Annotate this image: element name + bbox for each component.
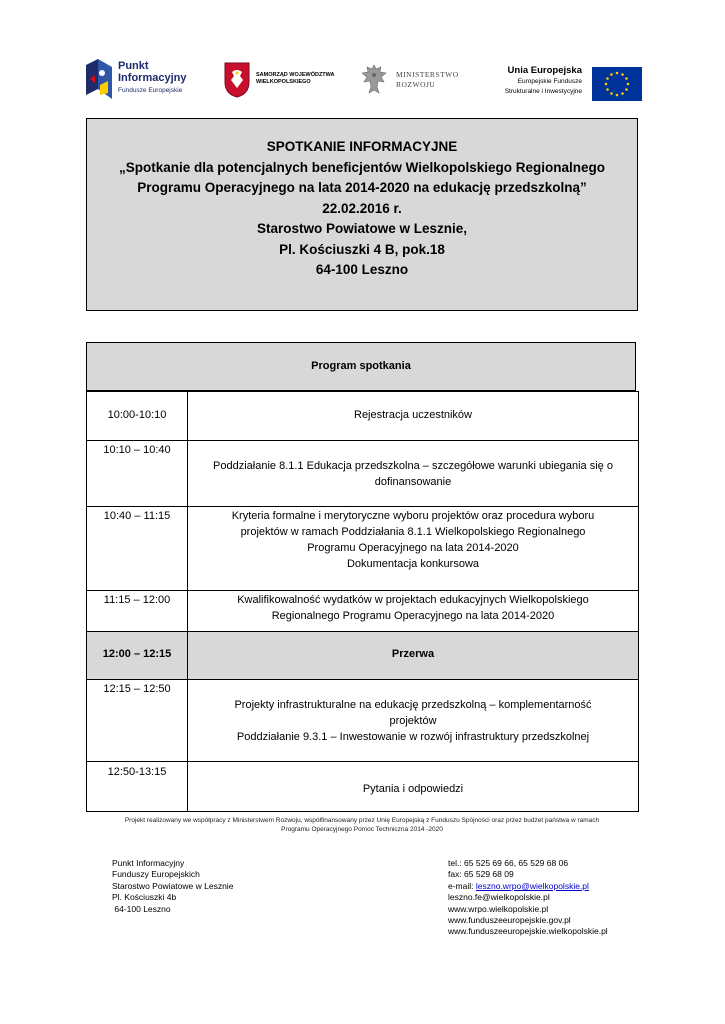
meeting-address: Pl. Kościuszki 4 B, pok.18 <box>279 241 445 257</box>
table-row <box>87 680 639 762</box>
note-line2: Programu Operacyjnego Pomoc Techniczna 2014 -2020 <box>281 826 443 833</box>
desc-text: Przerwa <box>391 648 435 660</box>
desc-text: Programu Operacyjnego na lata 2014-2020 <box>307 542 519 554</box>
time-text: 10:10 – 10:40 <box>103 444 171 456</box>
meeting-city: 64-100 Leszno <box>315 262 409 277</box>
time-cell <box>87 441 188 507</box>
desc-cell <box>188 441 639 507</box>
desc-text: Poddziałanie 8.1.1 Edukacja przedszkolna – szczegółowe warunki ubiegania się o <box>213 460 613 472</box>
desc-text: Kwalifikowalność wydatków w projektach edukacyjnych Wielkopolskiego <box>237 594 589 606</box>
logo-punkt-line3: Fundusze Europejskie <box>118 87 183 94</box>
address-line: Funduszy Europejskich <box>112 869 200 880</box>
program-header <box>86 342 636 391</box>
footer-contacts <box>448 858 608 938</box>
address-line: Punkt Informacyjny <box>112 858 185 868</box>
logo-punkt-line1: Punkt <box>118 60 149 72</box>
program-header-label: Program spotkania <box>311 360 411 372</box>
desc-text: Rejestracja uczestników <box>354 409 472 421</box>
title-line: „Spotkanie dla potencjalnych beneficjentów Wielkopolskiego Regionalnego <box>119 159 605 175</box>
desc-text: projektów <box>389 715 437 727</box>
desc-cell <box>188 762 639 812</box>
time-cell <box>87 762 188 812</box>
title-heading: SPOTKANIE INFORMACYJNE <box>266 139 458 154</box>
logo-strip <box>86 56 642 106</box>
desc-text: Kryteria formalne i merytoryczne wyboru projektów oraz procedura wyboru <box>231 510 595 522</box>
punkt-informacyjny-logo <box>86 56 206 106</box>
email-line <box>448 881 608 892</box>
address-line: 64-100 Leszno <box>112 903 171 914</box>
address-line: Starostwo Powiatowe w Lesznie <box>112 880 234 891</box>
meeting-title-box <box>86 118 638 311</box>
desc-cell <box>188 680 639 762</box>
logo-punkt-line2: Informacyjny <box>118 72 187 84</box>
website-link[interactable]: www.funduszeeuropejskie.gov.pl <box>448 915 571 926</box>
table-row <box>87 507 639 591</box>
logo-ministerstwo-line1: MINISTERSTWO <box>396 70 459 79</box>
logo-ue-line2: Europejskie Fundusze <box>517 78 582 85</box>
email-label: e-mail: <box>448 880 476 891</box>
logo-samorzad-line2: WIELKOPOLSKIEGO <box>256 79 311 85</box>
note-line1: Projekt realizowany we współpracy z Ministerstwem Rozwoju, współfinansowany przez Unię Europejską z Funduszu Spójności oraz przez budżet państwa w ramach <box>124 817 600 824</box>
logo-ue-line3: Strukturalne i Inwestycyjne <box>504 88 582 95</box>
email2-text: leszno.fe@wielkopolskie.pl <box>448 892 550 903</box>
eu-flag-icon <box>592 67 642 101</box>
table-row <box>87 632 639 680</box>
time-text: 11:15 – 12:00 <box>103 594 171 606</box>
desc-cell <box>188 591 639 632</box>
title-line: Programu Operacyjnego na lata 2014-2020 na edukację przedszkolną” <box>137 180 587 195</box>
ministerstwo-rozwoju-logo <box>360 56 470 106</box>
desc-cell <box>188 632 639 680</box>
polish-eagle-icon <box>360 62 388 98</box>
time-text: 10:00-10:10 <box>107 409 167 421</box>
fax-text: fax: 65 529 68 09 <box>448 869 514 880</box>
time-cell <box>87 591 188 632</box>
table-row <box>87 441 639 507</box>
time-cell <box>87 632 188 680</box>
logo-samorzad-line1: SAMORZĄD WOJEWÓDZTWA <box>256 72 335 78</box>
time-cell <box>87 680 188 762</box>
table-row <box>87 591 639 632</box>
desc-text: Projekty infrastrukturalne na edukację przedszkolną – komplementarność <box>234 699 592 711</box>
footer-address <box>112 858 233 915</box>
logo-ue-line1: Unia Europejska <box>507 65 582 76</box>
unia-europejska-logo <box>486 56 642 106</box>
samorzad-wojewodztwa-logo <box>224 56 354 106</box>
time-text: 10:40 – 11:15 <box>103 510 171 522</box>
desc-text: dofinansowanie <box>374 476 452 488</box>
website-link[interactable]: www.funduszeeuropejskie.wielkopolskie.pl <box>448 926 608 937</box>
address-line: Pl. Kościuszki 4b <box>112 892 177 903</box>
meeting-venue: Starostwo Powiatowe w Lesznie, <box>256 221 468 236</box>
time-cell <box>87 392 188 441</box>
time-text: 12:50-13:15 <box>107 766 167 778</box>
email-link[interactable]: leszno.wrpo@wielkopolskie.pl <box>475 880 589 891</box>
time-cell <box>87 507 188 591</box>
desc-text: Poddziałanie 9.3.1 – Inwestowanie w rozwój infrastruktury przedszkolnej <box>236 731 590 743</box>
time-text: 12:00 – 12:15 <box>102 648 172 660</box>
website-link[interactable]: www.wrpo.wielkopolskie.pl <box>448 903 549 914</box>
time-text: 12:15 – 12:50 <box>103 683 171 695</box>
meeting-date: 22.02.2016 r. <box>322 200 402 216</box>
wielkopolska-shield-icon <box>224 62 250 98</box>
table-row <box>87 392 639 441</box>
desc-text: Pytania i odpowiedzi <box>362 783 464 795</box>
desc-cell <box>188 507 639 591</box>
fe-star-icon <box>86 59 112 103</box>
desc-cell <box>188 392 639 441</box>
program-table <box>86 391 639 812</box>
financing-note <box>86 816 638 834</box>
logo-ministerstwo-line2: ROZWOJU <box>396 80 436 89</box>
desc-text: Dokumentacja konkursowa <box>346 558 480 570</box>
phone-text: tel.: 65 525 69 66, 65 529 68 06 <box>448 858 569 868</box>
table-row <box>87 762 639 812</box>
desc-text: projektów w ramach Poddziałania 8.1.1 Wielkopolskiego Regionalnego <box>240 526 586 538</box>
desc-text: Regionalnego Programu Operacyjnego na lata 2014-2020 <box>271 610 555 622</box>
